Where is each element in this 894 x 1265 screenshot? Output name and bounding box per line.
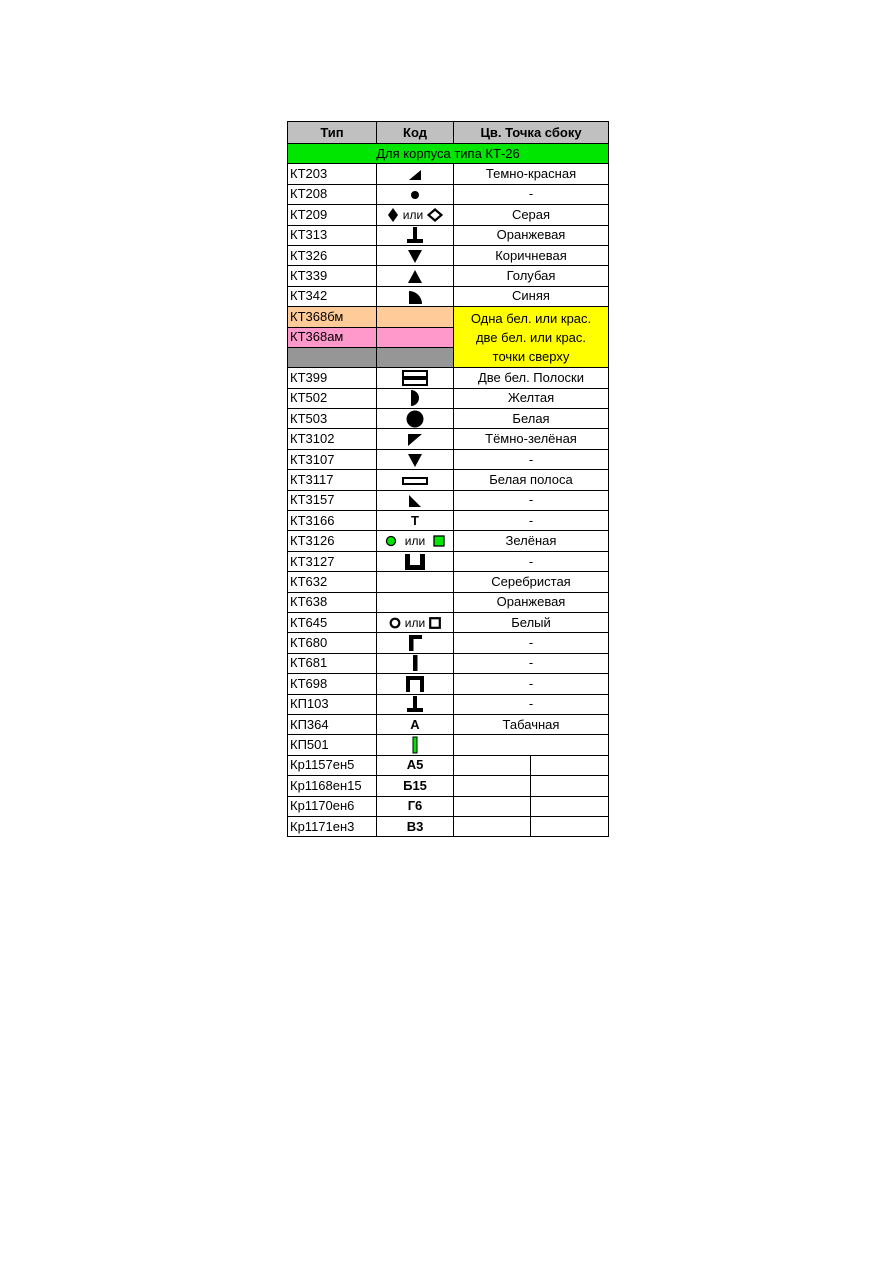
table-row xyxy=(288,592,609,612)
color-cell: - xyxy=(454,674,609,694)
code-cell xyxy=(377,429,454,449)
color-cell: - xyxy=(454,551,609,571)
empty-cell xyxy=(454,755,531,775)
code-cell xyxy=(377,490,454,510)
header-row xyxy=(288,122,609,144)
u-shape-icon xyxy=(404,553,426,571)
table-row xyxy=(288,470,609,490)
type-cell: КТ3127 xyxy=(288,551,377,571)
color-cell: - xyxy=(454,490,609,510)
type-cell: КП501 xyxy=(288,735,377,755)
type-cell: КТ698 xyxy=(288,674,377,694)
type-cell xyxy=(288,347,377,367)
color-cell: - xyxy=(454,449,609,469)
green-vertical-bar-icon xyxy=(411,736,419,754)
gamma-shape-icon xyxy=(407,634,423,652)
type-cell: КТ342 xyxy=(288,286,377,306)
triangle-up-icon xyxy=(407,269,423,284)
color-cell: - xyxy=(454,511,609,531)
table-row xyxy=(288,388,609,408)
code-cell xyxy=(377,409,454,429)
color-line: точки сверху xyxy=(492,348,570,364)
code-cell xyxy=(377,266,454,286)
type-cell: КТ399 xyxy=(288,368,377,388)
color-cell: Желтая xyxy=(454,388,609,408)
table-row xyxy=(288,694,609,714)
table-row xyxy=(288,755,609,775)
type-cell: КТ681 xyxy=(288,653,377,673)
code-cell xyxy=(377,225,454,245)
triangle-down-icon xyxy=(407,453,423,468)
code-cell xyxy=(377,286,454,306)
header-code: Код xyxy=(377,122,454,144)
color-cell: - xyxy=(454,694,609,714)
double-bar-icon xyxy=(402,370,428,386)
table-row xyxy=(288,307,609,327)
code-cell xyxy=(377,592,454,612)
code-cell: А xyxy=(377,714,454,734)
color-cell: - xyxy=(454,653,609,673)
color-cell: Зелёная xyxy=(454,531,609,551)
type-cell: КТ326 xyxy=(288,245,377,265)
type-cell: Кр1170ен6 xyxy=(288,796,377,816)
small-dot-icon xyxy=(410,190,420,200)
type-cell: КТ368бм xyxy=(288,307,377,327)
color-cell: Оранжевая xyxy=(454,225,609,245)
table-row xyxy=(288,572,609,592)
color-cell: Коричневая xyxy=(454,245,609,265)
table-row xyxy=(288,429,609,449)
color-cell: Оранжевая xyxy=(454,592,609,612)
table-row xyxy=(288,286,609,306)
empty-cell xyxy=(454,776,531,796)
diamond-icon xyxy=(387,207,399,223)
type-cell: КТ632 xyxy=(288,572,377,592)
code-cell: А5 xyxy=(377,755,454,775)
hollow-diamond-icon xyxy=(427,208,443,222)
table-row xyxy=(288,653,609,673)
single-bar-icon xyxy=(402,477,428,485)
type-cell: КТ680 xyxy=(288,633,377,653)
header-color: Цв. Точка сбоку xyxy=(454,122,609,144)
empty-cell xyxy=(454,796,531,816)
color-cell xyxy=(454,735,609,755)
code-cell xyxy=(377,470,454,490)
color-cell: - xyxy=(454,633,609,653)
code-cell xyxy=(377,307,454,327)
empty-cell xyxy=(454,816,531,836)
type-cell: КТ3126 xyxy=(288,531,377,551)
table-row xyxy=(288,511,609,531)
header-type: Тип xyxy=(288,122,377,144)
code-cell: В3 xyxy=(377,816,454,836)
color-cell: Серая xyxy=(454,205,609,225)
color-cell: Две бел. Полоски xyxy=(454,368,609,388)
color-cell: Синяя xyxy=(454,286,609,306)
type-cell: КП103 xyxy=(288,694,377,714)
table-row xyxy=(288,796,609,816)
or-label: или xyxy=(404,615,426,630)
table-row xyxy=(288,551,609,571)
code-cell xyxy=(377,612,454,632)
big-dot-icon xyxy=(406,410,424,428)
code-cell xyxy=(377,327,454,347)
marking-table xyxy=(287,121,609,837)
type-cell: КТ339 xyxy=(288,266,377,286)
code-cell xyxy=(377,245,454,265)
type-cell: КТ3102 xyxy=(288,429,377,449)
table-row xyxy=(288,266,609,286)
type-cell: КТ503 xyxy=(288,409,377,429)
ring-icon xyxy=(389,617,401,629)
table-row xyxy=(288,184,609,204)
table-row xyxy=(288,674,609,694)
table-row xyxy=(288,449,609,469)
table-row xyxy=(288,490,609,510)
code-cell xyxy=(377,205,454,225)
empty-cell xyxy=(531,755,609,775)
color-cell-merged xyxy=(454,307,609,368)
type-cell: КТ3166 xyxy=(288,511,377,531)
code-cell xyxy=(377,572,454,592)
type-cell: Кр1157ен5 xyxy=(288,755,377,775)
or-label: или xyxy=(402,208,424,223)
code-cell: Б15 xyxy=(377,776,454,796)
color-line: две бел. или крас. xyxy=(475,329,587,345)
triangle-down-icon xyxy=(407,249,423,264)
table-row xyxy=(288,735,609,755)
wedge-up-left-icon xyxy=(408,494,422,508)
color-cell: Голубая xyxy=(454,266,609,286)
code-cell: Т xyxy=(377,511,454,531)
type-cell: КТ3107 xyxy=(288,449,377,469)
vertical-bar-icon xyxy=(411,654,419,672)
table-row xyxy=(288,225,609,245)
table-row xyxy=(288,164,609,184)
code-cell xyxy=(377,551,454,571)
color-cell: Белый xyxy=(454,612,609,632)
code-cell xyxy=(377,674,454,694)
code-cell: Г6 xyxy=(377,796,454,816)
type-cell: КТ3157 xyxy=(288,490,377,510)
code-cell xyxy=(377,347,454,367)
color-cell: Тёмно-зелёная xyxy=(454,429,609,449)
color-cell: Белая полоса xyxy=(454,470,609,490)
code-cell xyxy=(377,368,454,388)
table-row xyxy=(288,368,609,388)
type-cell: КП364 xyxy=(288,714,377,734)
type-cell: КТ208 xyxy=(288,184,377,204)
type-cell: КТ368ам xyxy=(288,327,377,347)
color-cell: Табачная xyxy=(454,714,609,734)
half-circle-icon xyxy=(409,389,421,407)
inverted-t-icon xyxy=(406,696,424,713)
table-row xyxy=(288,245,609,265)
section-row xyxy=(288,144,609,164)
type-cell: КТ645 xyxy=(288,612,377,632)
type-cell: КТ638 xyxy=(288,592,377,612)
code-cell xyxy=(377,164,454,184)
type-cell: КТ313 xyxy=(288,225,377,245)
table-row xyxy=(288,205,609,225)
type-cell: Кр1168ен15 xyxy=(288,776,377,796)
hollow-square-icon xyxy=(429,617,441,629)
quarter-circle-icon xyxy=(407,289,423,305)
or-label: или xyxy=(404,534,426,549)
color-cell: - xyxy=(454,184,609,204)
code-cell xyxy=(377,735,454,755)
code-cell xyxy=(377,388,454,408)
code-cell xyxy=(377,633,454,653)
color-line: Одна бел. или крас. xyxy=(470,310,592,326)
code-cell xyxy=(377,449,454,469)
wedge-down-left-icon xyxy=(407,433,423,447)
table-row xyxy=(288,776,609,796)
inverted-t-icon xyxy=(406,227,424,244)
empty-cell xyxy=(531,776,609,796)
table-row xyxy=(288,633,609,653)
table-row xyxy=(288,714,609,734)
type-cell: Кр1171ен3 xyxy=(288,816,377,836)
empty-cell xyxy=(531,796,609,816)
table-row xyxy=(288,409,609,429)
code-cell xyxy=(377,184,454,204)
green-square-icon xyxy=(433,535,445,547)
color-cell: Серебристая xyxy=(454,572,609,592)
type-cell: КТ209 xyxy=(288,205,377,225)
code-cell xyxy=(377,531,454,551)
wedge-up-right-icon xyxy=(408,169,422,181)
type-cell: КТ502 xyxy=(288,388,377,408)
type-cell: КТ203 xyxy=(288,164,377,184)
table-row xyxy=(288,816,609,836)
empty-cell xyxy=(531,816,609,836)
pi-shape-icon xyxy=(405,675,425,693)
green-circle-icon xyxy=(385,535,397,547)
color-cell: Белая xyxy=(454,409,609,429)
table-row xyxy=(288,612,609,632)
section-title: Для корпуса типа КТ-26 xyxy=(288,144,609,164)
code-cell xyxy=(377,653,454,673)
table-row xyxy=(288,531,609,551)
type-cell: КТ3117 xyxy=(288,470,377,490)
code-cell xyxy=(377,694,454,714)
color-cell: Темно-красная xyxy=(454,164,609,184)
